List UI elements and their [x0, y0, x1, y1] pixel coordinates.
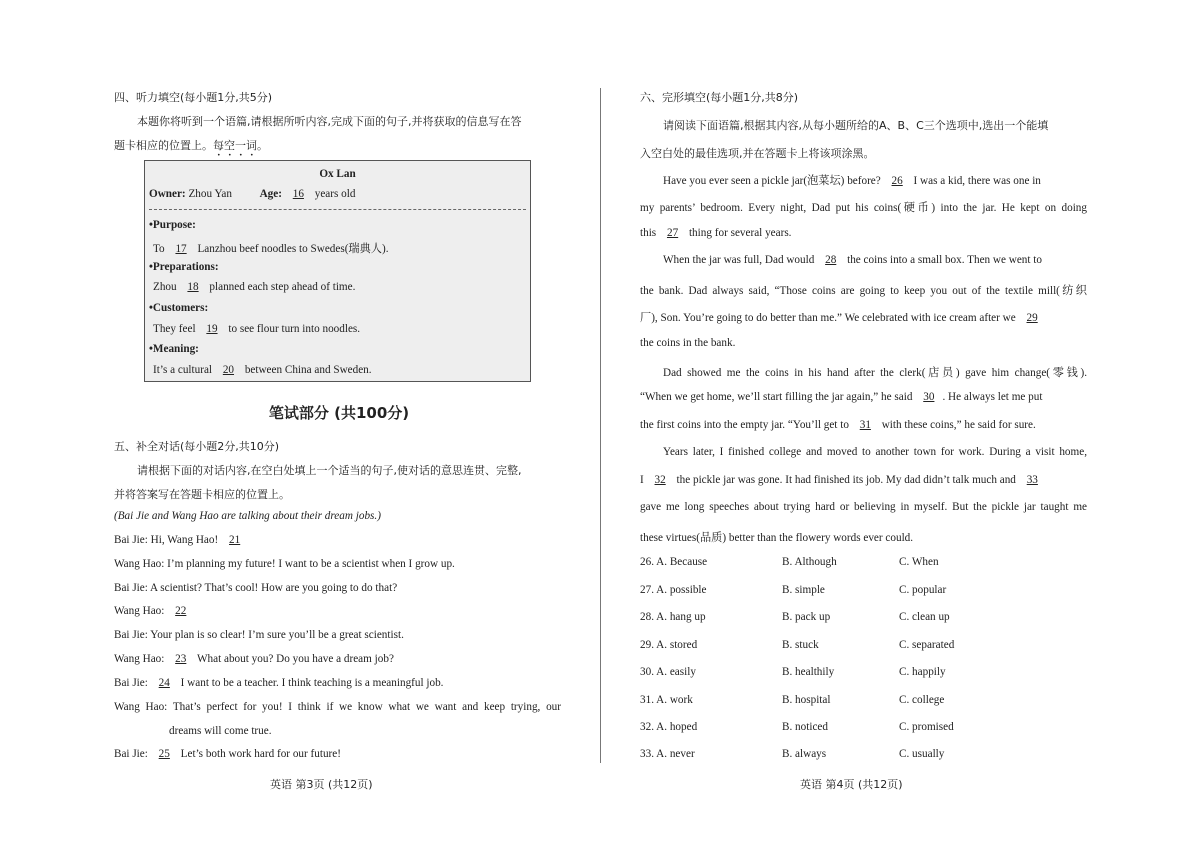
blank-26[interactable]: 26	[891, 175, 903, 187]
dialog-line-7	[114, 677, 443, 689]
dialog-line-5: Bai Jie: Your plan is so clear! I’m sure you’ll be a great scientist.	[114, 629, 404, 641]
blank-28[interactable]: 28	[825, 254, 837, 266]
passage-text: I	[640, 474, 644, 486]
option-a[interactable]: 29. A. stored	[640, 639, 698, 651]
passage-line-4	[663, 254, 1042, 266]
option-c[interactable]: C. popular	[899, 584, 947, 596]
purpose-pre: To	[153, 243, 165, 255]
dialog-6-speaker: Wang Hao:	[114, 653, 165, 665]
passage-line-9	[640, 391, 1042, 403]
purpose-line	[153, 240, 389, 256]
section6-instruction-line2: 入空白处的最佳选项,并在答题卡上将该项涂黑。	[640, 147, 875, 160]
passage-line-11: Years later, I finished college and moved to another town for work. During a visit home,	[663, 446, 1087, 458]
cust-pre: They feel	[153, 323, 196, 335]
passage-line-6	[640, 309, 1046, 325]
blank-19[interactable]: 19	[206, 323, 218, 335]
section4-title: 四、听力填空(每小题1分,共5分)	[114, 91, 273, 104]
section5-instruction-line1: 请根据下面的对话内容,在空白处填上一个适当的句子,使对话的意思连贯、完整,	[137, 464, 522, 477]
dialog-line-8b: dreams will come true.	[169, 725, 272, 737]
option-a[interactable]: 32. A. hoped	[640, 721, 698, 733]
passage-text: the first coins into the empty jar. “You’ll get to	[640, 419, 849, 431]
passage-text: the coins into a small box. Then we went to	[847, 254, 1043, 266]
blank-24[interactable]: 24	[158, 677, 170, 689]
section4-instruction-line1: 本题你将听到一个语篇,请根据所听内容,完成下面的句子,并将获取的信息写在答	[137, 115, 522, 128]
dialog-line-6	[114, 653, 394, 665]
option-a[interactable]: 27. A. possible	[640, 584, 707, 596]
listening-info-box	[144, 160, 531, 382]
option-b[interactable]: B. noticed	[782, 721, 828, 733]
dialog-line-2: Wang Hao: I’m planning my future! I want to be a scientist when I grow up.	[114, 558, 455, 570]
passage-text: I was a kid, there was one in	[913, 175, 1041, 187]
owner-label: Owner:	[149, 188, 186, 200]
meaning-label: •Meaning:	[149, 343, 199, 355]
passage-line-13: gave me long speeches about trying hard or believing in myself. But the pickle jar taught me	[640, 501, 1087, 513]
dialog-line-8a: Wang Hao: That’s perfect for you! I think if we know what we want and keep trying, our	[114, 701, 561, 713]
option-a[interactable]: 28. A. hang up	[640, 611, 706, 623]
blank-27[interactable]: 27	[666, 227, 679, 239]
blank-25[interactable]: 25	[158, 748, 170, 760]
passage-line-14: these virtues(品质) better than the flowery words ever could.	[640, 532, 914, 544]
blank-18[interactable]: 18	[187, 281, 199, 293]
customers-line	[153, 323, 360, 335]
passage-text: 厂), Son. You’re going to do better than me.” We celebrated with ice cream after we	[640, 312, 1016, 324]
blank-33[interactable]: 33	[1026, 474, 1038, 486]
passage-text: this	[640, 227, 657, 239]
instruction-text: 题卡相应的位置上。	[114, 139, 213, 152]
dialog-1-text: Bai Jie: Hi, Wang Hao!	[114, 534, 219, 546]
blank-21[interactable]: 21	[229, 534, 241, 546]
blank-23[interactable]: 23	[175, 653, 187, 665]
option-b[interactable]: B. Although	[782, 556, 837, 568]
option-b[interactable]: B. stuck	[782, 639, 819, 651]
passage-line-12	[640, 474, 1046, 486]
passage-text: When the jar was full, Dad would	[663, 254, 815, 266]
instruction-period: 。	[257, 139, 268, 152]
blank-17[interactable]: 17	[175, 243, 187, 255]
section4-instruction-line2	[114, 137, 268, 159]
passage-text: the pickle jar was gone. It had finished its job. My dad didn’t talk much and	[676, 474, 1016, 486]
passage-text: with these coins,” he said for sure.	[881, 419, 1036, 431]
option-b[interactable]: B. pack up	[782, 611, 831, 623]
option-c[interactable]: C. promised	[899, 721, 954, 733]
blank-29[interactable]: 29	[1026, 312, 1038, 324]
section5-title: 五、补全对话(每小题2分,共10分)	[114, 440, 280, 453]
option-b[interactable]: B. simple	[782, 584, 825, 596]
purpose-post: Lanzhou beef noodles to Swedes(瑞典人).	[197, 243, 389, 255]
dialog-line-1	[114, 534, 248, 546]
cust-post: to see flour turn into noodles.	[228, 323, 361, 335]
age-suffix: years old	[314, 188, 356, 200]
passage-line-8: Dad showed me the coins in his hand after the clerk(店员) gave him change(零钱).	[663, 367, 1087, 379]
passage-line-1	[663, 172, 1041, 188]
passage-text: “When we get home, we’ll start filling the jar again,” he said	[640, 391, 913, 403]
dashed-divider	[149, 209, 526, 210]
box-title: Ox Lan	[319, 168, 356, 180]
blank-32[interactable]: 32	[654, 474, 666, 486]
option-c[interactable]: C. separated	[899, 639, 955, 651]
owner-line	[149, 188, 355, 200]
option-b[interactable]: B. hospital	[782, 694, 831, 706]
customers-label: •Customers:	[149, 302, 209, 314]
passage-line-5: the bank. Dad always said, “Those coins are going to keep you out of the textile mill(纺织	[640, 285, 1087, 297]
dialog-line-4	[114, 605, 194, 617]
option-b[interactable]: B. healthily	[782, 666, 835, 678]
blank-16[interactable]: 16	[292, 188, 304, 200]
left-page-footer: 英语 第3页 (共12页)	[270, 778, 373, 791]
dialog-7-text: I want to be a teacher. I think teaching is a meaningful job.	[180, 677, 444, 689]
dialog-6-text: What about you? Do you have a dream job?	[196, 653, 394, 665]
purpose-label: •Purpose:	[149, 219, 196, 231]
passage-text: . He always let me put	[942, 391, 1043, 403]
option-c[interactable]: C. college	[899, 694, 945, 706]
page-divider	[600, 88, 601, 763]
dialog-9-text: Let’s both work hard for our future!	[180, 748, 341, 760]
dialog-intro: (Bai Jie and Wang Hao are talking about their dream jobs.)	[114, 510, 381, 522]
option-a[interactable]: 33. A. never	[640, 748, 695, 760]
option-c[interactable]: C. clean up	[899, 611, 950, 623]
prep-post: planned each step ahead of time.	[209, 281, 356, 293]
option-a[interactable]: 26. A. Because	[640, 556, 708, 568]
section5-instruction-line2: 并将答案写在答题卡相应的位置上。	[114, 488, 290, 501]
blank-31[interactable]: 31	[859, 419, 871, 431]
dialog-line-9	[114, 748, 341, 760]
dialog-line-3: Bai Jie: A scientist? That’s cool! How are you going to do that?	[114, 582, 398, 594]
meaning-line	[153, 364, 372, 376]
dialog-9-speaker: Bai Jie:	[114, 748, 148, 760]
meaning-pre: It’s a cultural	[153, 364, 213, 376]
prep-pre: Zhou	[153, 281, 177, 293]
passage-text: thing for several years.	[688, 227, 792, 239]
dialog-7-speaker: Bai Jie:	[114, 677, 148, 689]
passage-text: Have you ever seen a pickle jar(泡菜坛) before?	[663, 175, 881, 187]
written-part-heading: 笔试部分 (共100分)	[268, 404, 410, 422]
passage-line-3	[640, 227, 791, 239]
option-a[interactable]: 31. A. work	[640, 694, 693, 706]
option-b[interactable]: B. always	[782, 748, 827, 760]
owner-value: Zhou Yan	[188, 188, 232, 200]
option-a[interactable]: 30. A. easily	[640, 666, 696, 678]
preparations-line	[153, 281, 355, 293]
preparations-label: •Preparations:	[149, 261, 219, 273]
blank-30[interactable]: 30	[923, 391, 935, 403]
section6-instruction-line1: 请阅读下面语篇,根据其内容,从每小题所给的A、B、C三个选项中,选出一个能填	[663, 119, 1049, 132]
option-c[interactable]: C. usually	[899, 748, 945, 760]
option-c[interactable]: C. When	[899, 556, 939, 568]
blank-22[interactable]: 22	[175, 605, 187, 617]
blank-20[interactable]: 20	[222, 364, 235, 376]
option-c[interactable]: C. happily	[899, 666, 946, 678]
meaning-post: between China and Sweden.	[244, 364, 372, 376]
passage-line-7: the coins in the bank.	[640, 337, 736, 349]
right-page-footer: 英语 第4页 (共12页)	[800, 778, 903, 791]
dialog-4-speaker: Wang Hao:	[114, 605, 165, 617]
emphasis-text: 每空一词	[213, 139, 257, 152]
passage-line-10	[640, 419, 1036, 431]
passage-line-2: my parents’ bedroom. Every night, Dad put his coins(硬币) into the jar. He kept on doing	[640, 202, 1087, 214]
section6-title: 六、完形填空(每小题1分,共8分)	[640, 91, 799, 104]
age-label: Age:	[259, 188, 282, 200]
